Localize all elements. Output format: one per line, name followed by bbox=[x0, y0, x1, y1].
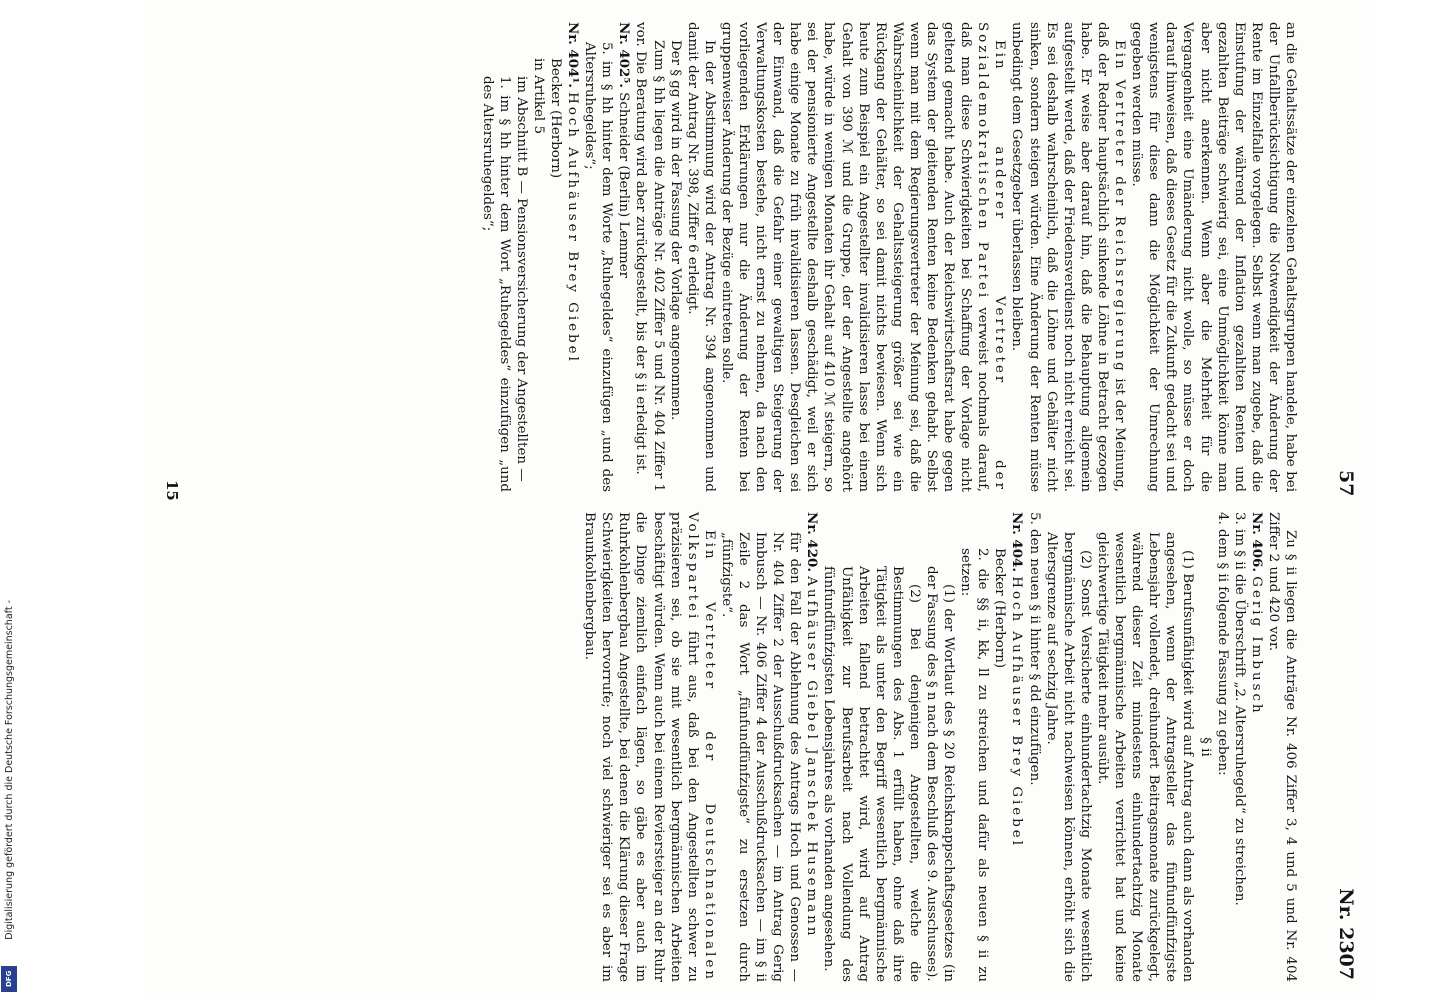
motion-ref: Nr. 404¹. bbox=[565, 22, 582, 88]
paragraph: an die Gehaltssätze der einzelnen Gehaltsgruppen handele, habe bei der Unfallberücksichtigung die Notwendigkeit der Änderung der Rente im Einzelfalle vorgelegen. Selbst wenn man zugebe, daß die Einstufung der während der Inflation gezahlten Renten und gezahlten Beiträge schwierig sei, eine Unmöglichkeit könne man aber nicht anerkennen. Wenn aber die Mehrheit für die Vergangenheit eine Umänderung nicht wolle, so müsse er doch darauf hinweisen, daß dieses Gesetz für die Zukunft gedacht sei und wenigstens für diese dann die Möglichkeit der Umrechnung gegeben werden müsse. bbox=[1129, 22, 1298, 492]
motion-scope: in Artikel 5 bbox=[530, 58, 546, 134]
motion-signers: Gerig Imbusch bbox=[1248, 576, 1264, 716]
paragraph: Zu § ii liegen die Anträge Nr. 406 Ziffer 3, 4 und 5 und Nr. 404 Ziffer 2 und 420 vor. bbox=[1265, 512, 1298, 982]
paragraph-text: führt aus, daß bei den Angestellten schwer zu präzisieren sei, ob sie mit wesentlich bergmännischen Arbeiten beschäftigt würden. Wenn auch bei einem Reviersteiger an der Ruhr die Dinge ziemlich einfach lägen, so gäbe es aber auch im Ruhrkohlenbergbau Angestellte, bei denen die Klärung dieser Frage Schwierigkeiten hervorrufe; noch viel schwieriger sei es aber im Braunkohlenbergbau. bbox=[582, 512, 700, 982]
motion-item: 1. im § hh hinter dem Wort „Ruhegeldes“ einzufügen „und des Altersruhegeldes“; bbox=[479, 76, 512, 492]
paragraph bbox=[581, 512, 718, 982]
motion-ref: Nr. 402⁵. bbox=[616, 22, 633, 88]
paragraph: In der Abstimmung wird der Antrag Nr. 394 angenommen und damit der Antrag Nr. 398, Ziffer 6 erledigt. bbox=[684, 22, 717, 492]
motion-signers: Schneider (Berlin) Lemmer bbox=[616, 92, 632, 279]
motion-ref: Nr. 420. bbox=[804, 512, 821, 573]
paragraph: Der § gg wird in der Fassung der Vorlage angenommen. bbox=[667, 40, 683, 421]
motion-item: 5. den neuen § ii hinter § dd einzufügen. bbox=[1026, 512, 1042, 786]
motion-signer: Becker (Herborn) bbox=[547, 58, 563, 179]
motion-signers: Aufhäuser Giebel Janschek Husemann bbox=[804, 576, 820, 939]
document-number: Nr. 2307 bbox=[1335, 888, 1357, 980]
paragraph-text: ist der Meinung, daß der Redner hauptsächlich sinkende Löhne in Betracht gezogen habe. Er weise aber darauf hin, daß die Behauptung allgemein aufgestellt werde, daß der Friedensverdienst noch nicht erreicht sei. Es sei deshalb wahrscheinlich, daß die Löhne und Gehälter nicht sinken, sondern steigen würden. Eine Änderung der Renten müsse unbedingt dem Gesetzgeber überlassen bleiben. bbox=[1009, 22, 1128, 492]
motion-item: 4. dem § ii folgende Fassung zu geben: bbox=[1214, 512, 1230, 776]
motion-420 bbox=[803, 512, 820, 982]
paragraph: (1) Berufsunfähigkeit wird auf Antrag auch dann als vorhanden angesehen, wenn der Antragsteller das fünfundfünfzigste Lebensjahr vollendet, dreihundert Beitragsmonate zurückgelegt, während dieser Zeit mindestens einhundertachtzig Monate wesentlich bergmännische Arbeiten verrichtet hat und keine gleichwertige Tätigkeit mehr ausübt. bbox=[1094, 532, 1196, 982]
motion-item: 3. im § ii die Überschrift „2. Altersruhegeld“ zu streichen. bbox=[1231, 512, 1247, 906]
motion-item: für den Fall der Ablehnung des Antrags Hoch und Genossen — Nr. 404 Ziffer 2 der Ausschußdrucksachen — im Antrag Gerig Imbusch — Nr. 406 Ziffer 4 der Ausschußdrucksachen — im § ii Zeile 2 das Wort „fünfundfünfzigste“ zu ersetzen durch „fünfzigste“. bbox=[718, 532, 803, 982]
paragraph bbox=[1008, 22, 1128, 492]
motion-404 bbox=[1008, 512, 1025, 982]
paragraph: (2) Sonst Versicherte einhundertachtzig Monate wesentlich bergmännische Arbeit nicht nachweisen können, erhöht sich die Altersgrenze auf sechzig Jahre. bbox=[1043, 532, 1093, 982]
motion-scope: im Abschnitt B — Pensionsversicherung der Angestellten — bbox=[513, 76, 529, 482]
dfg-logo-icon: DFG bbox=[1, 966, 17, 992]
footer-signature: 15 bbox=[163, 480, 181, 501]
right-column bbox=[581, 512, 1299, 982]
motion-signers: Hoch Aufhäuser Brey Giebel bbox=[565, 92, 581, 364]
paragraph: Zum § hh liegen die Anträge Nr. 402 Ziffer 5 und Nr. 404 Ziffer 1 vor. Die Beratung wird aber zurückgestellt, bis der § ii erledigt ist. bbox=[633, 22, 666, 492]
digitization-note: Digitalisierung gefördert durch die Deutsche Forschungsgemeinschaft - bbox=[4, 600, 15, 940]
paragraph bbox=[718, 22, 1009, 492]
motion-signers: Hoch Aufhäuser Brey Giebel bbox=[1009, 576, 1025, 849]
speaker: Ein anderer Vertreter der Sozialdemokratischen Partei bbox=[975, 22, 1008, 492]
paragraph-text: verweist nochmals darauf, daß man diese Schwierigkeiten bei Schaffung der Vorlage nicht geltend gemacht habe. Auch der Reichswirtschaftsrat habe gegen das System der gleitenden Renten keine Bedenken gehabt. Selbst wenn man mit dem Regierungsvertreter der Meinung sei, daß die Wahrscheinlichkeit der Gehaltssteigerung größer sei wie ein Rückgang der Gehälter, so sei damit nichts bewiesen. Wenn sich heute zum Beispiel ein Angestellter invalidisieren lasse bei einem Gehalt von 390 ℳ und die Gruppe, der der Angestellte angehört habe, würde in wenigen Monaten ihr Gehalt auf 410 ℳ steigern, so sei der pensionierte Angestellte deshalb geschädigt, weil er sich habe einige Monate zu früh invalidisieren lassen. Desgleichen sei der Einwand, daß die Gefahr einer gewaltigen Steigerung der Verwaltungskosten bestehe, nicht ernst zu nehmen, da nach den vorliegenden Erklärungen nur die Änderung der Renten bei gruppenweiser Änderung der Bezüge eintreten solle. bbox=[718, 22, 991, 492]
paragraph: (2) Bei denjenigen Angestellten, welche die Bestimmungen des Abs. 1 erfüllt haben, ohne daß ihre Tätigkeit als unter den Begriff wesentlich bergmännische Arbeiten fallend betrachtet wird, wird auf Antrag Unfähigkeit zur Berufsarbeit nach Vollendung des fünfundfünfzigsten Lebensjahres als vorhanden angesehen. bbox=[821, 566, 922, 982]
motion-ref: Nr. 406. bbox=[1248, 512, 1265, 573]
page-number: 57 bbox=[1335, 470, 1357, 497]
motion-402 bbox=[615, 22, 632, 492]
motion-item: 5. im § hh hinter dem Worte „Ruhegeldes“ einzufügen „und des Altersruhegeldes“; bbox=[582, 42, 615, 492]
left-column bbox=[479, 22, 1300, 492]
motion-item: 2. die §§ ii, kk, ll zu streichen und dafür als neuen § ii zu setzen: bbox=[958, 548, 991, 982]
motion-signer: Becker (Herborn) bbox=[992, 548, 1008, 669]
motion-404 bbox=[564, 22, 581, 492]
section-heading: § ii bbox=[1197, 737, 1213, 757]
speaker: Ein Vertreter der Reichsregierung bbox=[1112, 40, 1128, 374]
speaker: Ein Vertreter der Deutschnationalen Volkspartei bbox=[684, 512, 717, 982]
scanned-page bbox=[145, 0, 1375, 1000]
motion-406 bbox=[1248, 512, 1265, 982]
motion-ref: Nr. 404. bbox=[1009, 512, 1026, 573]
paragraph: (1) der Wortlaut des § 20 Reichsknappschaftsgesetzes (in der Fassung des § n nach dem Beschluß des 9. Ausschusses). bbox=[924, 566, 957, 982]
